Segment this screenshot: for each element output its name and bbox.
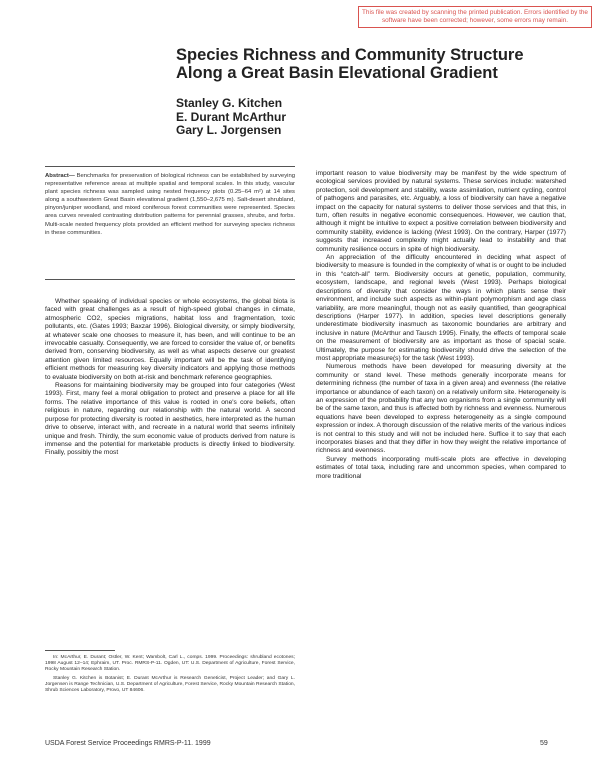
- body-paragraph: important reason to value biodiversity may be manifest by the wide spectrum of ecological services provided by natural systems. These services include: watershed protection, soil development and stability, waste assimilation, nutrient cycling, control of pathogens and parasites, etc. Arguably, a loss of biodiversity can have a negative impact on the capacity for natural systems to deliver those services and that this, in turn, often results in negative economic consequences. However, we caution that, although it might be intuitive to expect a positive correlation between biodiversity and community stability, evidence is lacking (West 1993). On the contrary, Harper (1977) suggests that increased complexity might actually lead to instability and that community resilience occurs in spite of high biodiversity.: [316, 170, 566, 253]
- body-paragraph: Numerous methods have been developed for measuring diversity at the community or stand level. These methods generally incorporate means for determining richness (the number of taxa in a given area) and evenness (the relative importance or abundance of each taxon) on a relatively uniform site. Heterogeneity is an expression of the probability that any two organisms from a single community will be of the same taxon, and thus is affected both by richness and evenness. Numerous equations have been developed to express heterogeneity as a single compound expression or index. A thorough discussion of the relative merits of the various indices is not central to this study and will not be included here. Suffice it to say that each incorporates biases and that they differ in how they weight the relative importance of richness and evenness.: [316, 363, 566, 455]
- body-paragraph: Reasons for maintaining biodiversity may be grouped into four categories (West 1993). First, many feel a moral obligation to protect and preserve a place for all life forms. The relative importance of this value is rooted in one's core beliefs, often religious in nature, regarding our relationship with the natural world. A second purpose for protecting diversity is rooted in aesthetics, here interpreted as the human drive to observe, interact with, and recreate in a natural world that seems infinitely unique and fresh. Thirdly, the sum economic value of products derived from nature is immense and the potential for marketable products is directly linked to biodiversity. Finally, possibly the most: [45, 382, 295, 457]
- footer-citation: USDA Forest Service Proceedings RMRS-P-11. 1999: [45, 740, 211, 747]
- right-column: [316, 170, 566, 481]
- footnotes: [45, 655, 295, 696]
- title-line-1: Species Richness and Community Structure: [176, 46, 524, 64]
- abstract: [45, 172, 295, 237]
- abstract-label: Abstract—: [45, 173, 75, 179]
- author-name: E. Durant McArthur: [176, 109, 287, 124]
- abstract-text: Benchmarks for preservation of biological richness can be established by surveying representative reference areas at multiple spatial and temporal scales. In this study, vascular plant species richness was sampled using nested frequency plots (0.25–64 m²) at 14 sites along a southwestern Great Basin elevational gradient (1,550–2,675 m). Salt-desert shrubland, pinyon/juniper woodland, and mixed coniferous forest communities were represented. Species area curves revealed contrasting distribution patterns for perennial grasses, shrubs, and forbs. Multi-scale nested frequency plots provided an efficient method for surveying species richness in these communities.: [45, 173, 295, 236]
- scan-notice: This file was created by scanning the printed publication. Errors identified by the software have been corrected; however, some errors may remain.: [358, 6, 592, 28]
- left-column: [45, 298, 295, 458]
- footnote: In: McArthur, E. Durant; Ostler, W. Kent; Wambolt, Carl L., comps. 1999. Proceedings: shrubland ecotones; 1998 August 12–14; Ephraim, UT. Proc. RMRS-P-11. Ogden, UT: U.S. Department of Agriculture, Forest Service, Rocky Mountain Research Station.: [45, 655, 295, 673]
- body-paragraph: Whether speaking of individual species or whole ecosystems, the global biota is faced with great challenges as a result of high-speed global changes in climate, atmospheric CO2, species migrations, habitat loss and fragmentation, toxic pollutants, etc. (Gates 1993; Baxzar 1996). Biological diversity, or simply biodiversity, at whatever scale one chooses to measure it, has been, and will continue to be an irrevocable casualty. Consequently, we are forced to consider the value of, or benefits derived from, conserving biodiversity, as well as what aspects deserve our greatest attention given limited resources. Equally important will be the task of identifying efficient methods for measuring key diversity indicators and applying those methods to evaluate biodiversity on both at-risk and benchmark reference geographies.: [45, 298, 295, 381]
- footnote: Stanley G. Kitchen is Botanist; E. Durant McArthur is Research Geneticist, Project Leader; and Gary L. Jorgensen is Range Technician, U.S. Department of Agriculture, Forest Service, Rocky Mountain Research Station, Shrub Sciences Laboratory, Provo, UT 84606.: [45, 675, 295, 694]
- paper-title: [176, 46, 576, 82]
- author-list: [176, 97, 286, 138]
- page-number: 59: [540, 740, 548, 747]
- body-paragraph: An appreciation of the difficulty encountered in deciding what aspect of biodiversity to measure is founded in the complexity of what is or ought to be included in this “catch-all” term. Biodiversity occurs at genetic, population, community, ecosystem, landscape, and regional levels (West 1993). Perhaps biological descriptions of diversity that consider the ways in which plants sense their environment, and include such aspects as within-plant polymorphism and age class variability, are more meaningful, though not as easily quantified, than geographical descriptions (Harper 1977). In addition, species level descriptions generally underestimate biodiversity inasmuch as taxonomic boundaries are arbitrary and inclusive in nature (McArthur and Tausch 1995). Finally, the effects of temporal scale on the measurement of biodiversity are as important as those of spacial scale. Ultimately, the purpose for estimating biodiversity should drive the selection of the most appropriate measure(s) for the task (West 1993).: [316, 254, 566, 362]
- author-name: Stanley G. Kitchen: [176, 96, 283, 110]
- body-paragraph: Survey methods incorporating multi-scale plots are effective in developing estimates of total taxa, including rare and uncommon species, when compared to more traditional: [316, 455, 566, 480]
- footnote-divider: [45, 650, 115, 651]
- title-line-2: Along a Great Basin Elevational Gradient: [176, 64, 498, 82]
- author-name: Gary L. Jorgensen: [176, 123, 282, 137]
